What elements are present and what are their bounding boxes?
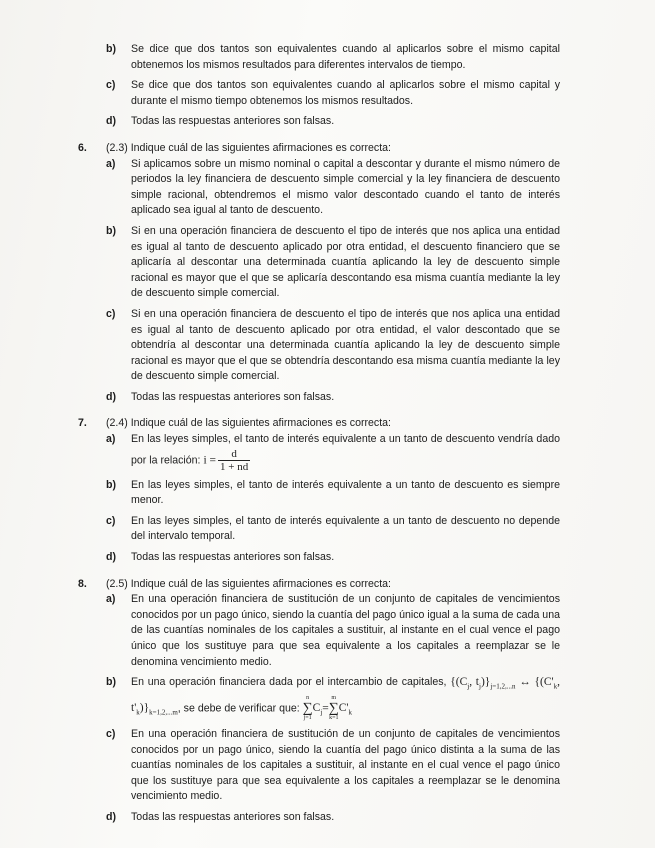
question-number: 6.: [78, 141, 87, 154]
sum2-lower: k=1: [329, 715, 339, 722]
option-text: Si aplicamos sobre un mismo nominal o capital a descontar y durante el mismo número de periodos la ley financiera de descuento simple comercial y la ley financiera de descuento simple racional, obtendremos el mismo valor descontado cuando el tanto de interés aplicado sea igual al tanto de descuento.: [131, 157, 560, 217]
set2-close: )}: [139, 702, 150, 715]
q8-option-d: [106, 810, 560, 826]
option-label: a): [106, 433, 116, 446]
question-title: (2.4) Indique cuál de las siguientes afirmaciones es correcta:: [106, 417, 392, 430]
option-text: En una operación financiera dada por el intercambio de capitales,: [131, 676, 447, 689]
option-text: En las leyes simples, el tanto de interés equivalente a un tanto de descuento vendría dado por la relación:: [131, 433, 560, 466]
q6-option-d: [106, 390, 560, 406]
option-text: Todas las respuestas anteriores son falsas.: [131, 390, 335, 403]
set1-mid: , t: [469, 676, 479, 689]
set2-sub: k: [553, 682, 558, 691]
option-text: Si en una operación financiera de descuento el tipo de interés que nos aplica una entidad es igual al tanto de descuento aplicado por otra entidad, el valor descontado que se obtendría al descontar una determinada cuantía aplicando la ley de descuento simple racional es mayor que el que se obtendría descontando esa misma cuantía mediante la ley de descuento simple comercial.: [131, 307, 560, 383]
set2-sub-t: k: [136, 708, 140, 717]
exchange-arrow: ↔: [519, 676, 531, 689]
set2-mid: , t': [131, 676, 560, 715]
equals-sign: =: [322, 702, 329, 715]
set1-sub-t: j: [479, 682, 481, 691]
set2-open: {(C': [534, 676, 554, 689]
question-title: (2.3) Indique cuál de las siguientes afirmaciones es correcta:: [106, 141, 392, 154]
verify-text: , se debe de verificar que:: [177, 702, 300, 715]
sum2-upper: m: [331, 695, 337, 702]
q7-option-b: [106, 478, 560, 509]
q6-option-b: [106, 224, 560, 302]
option-label: b): [106, 478, 116, 491]
c1-sub: j: [320, 708, 323, 717]
option-text: En las leyes simples, el tanto de interés equivalente a un tanto de descuento no depende del intervalo temporal.: [131, 514, 560, 543]
question-6: [78, 141, 560, 406]
option-text: En una operación financiera de sustitución de un conjunto de capitales de vencimientos conocidos por un pago único, siendo la cuantía del pago único distinta a la suma de las cuantías nominales de los capitales a sustituir, al instante en el cual vence el pago único que los sustituye para que sea equivalente a los capitales a reemplazar se le denomina vencimiento medio.: [131, 728, 560, 803]
question-8: [78, 577, 560, 826]
option-label: d): [106, 390, 116, 403]
option-label: b): [106, 676, 116, 689]
q5-option-b: [106, 42, 560, 73]
option-label: c): [106, 514, 116, 527]
option-label: d): [106, 115, 116, 128]
q5-option-d: [106, 114, 560, 130]
option-text: En una operación financiera de sustitución de un conjunto de capitales de vencimientos conocidos por un pago único, siendo la cuantía del pago único igual a la suma de cada una de las cuantías nominales de los capitales a sustituir, al instante en el cual vence el pago único que los sustituye para que sea equivalente a los capitales a reemplazar se le denomina vencimiento medio.: [131, 593, 560, 668]
sigma-symbol: ∑: [328, 701, 339, 717]
option-label: d): [106, 551, 116, 564]
option-label: c): [106, 728, 116, 741]
option-text: Si en una operación financiera de descuento el tipo de interés que nos aplica una entidad es igual al tanto de descuento aplicado por otra entidad, el descuento financiero que se aplicaría al descontar una determinada cuantía aplicando la ley de descuento simple racional es mayor que el que se aplicaría descontando esa misma cuantía mediante la ley de descuento simple comercial.: [131, 224, 560, 300]
sum-1: [303, 695, 313, 722]
option-label: a): [106, 593, 116, 606]
option-label: d): [106, 811, 116, 824]
q6-option-c: [106, 307, 560, 385]
option-label: a): [106, 157, 116, 170]
set1-close: )}: [480, 676, 491, 689]
formula-lhs: i =: [203, 453, 217, 466]
option-text: Todas las respuestas anteriores son falsas.: [131, 551, 335, 564]
sum1-upper: n: [306, 695, 310, 702]
term-c1: [312, 702, 323, 717]
q8-option-c: [106, 727, 560, 805]
option-label: b): [106, 43, 116, 55]
q5-option-c: [106, 78, 560, 109]
c2-sub: k: [348, 708, 352, 717]
question-7: [78, 416, 560, 565]
content: [78, 42, 560, 837]
c2: C': [338, 702, 349, 715]
q7-option-c: [106, 514, 560, 545]
set1-sub: j: [467, 682, 470, 691]
formula-numerator: d: [218, 448, 250, 461]
q6-option-a: [106, 157, 560, 219]
q8-option-b: [106, 675, 560, 722]
sum-2: [329, 695, 339, 722]
set1-open: {(C: [450, 676, 468, 689]
term-c2: [338, 702, 352, 717]
option-text: Todas las respuestas anteriores son falsas.: [131, 115, 335, 128]
q7-option-d: [106, 550, 560, 566]
q8-option-a: [106, 592, 560, 670]
option-text: Todas las respuestas anteriores son falsas.: [131, 811, 335, 824]
formula-fraction: [218, 448, 250, 473]
formula-denominator: 1 + nd: [220, 460, 249, 473]
option-label: c): [106, 307, 116, 320]
question-5-tail: [78, 42, 560, 130]
set2-index: k=1,2,...m: [149, 708, 178, 717]
sum1-lower: j=1: [303, 715, 312, 722]
set1-index: j=1,2,...n: [490, 682, 516, 691]
c1: C: [312, 702, 321, 715]
q7-option-a: [106, 432, 560, 473]
question-number: 8.: [78, 577, 87, 590]
option-label: b): [106, 224, 116, 237]
sigma-symbol: ∑: [302, 701, 313, 717]
option-text: En las leyes simples, el tanto de interés equivalente a un tanto de descuento es siempre menor.: [131, 478, 560, 507]
option-label: c): [106, 79, 116, 92]
question-number: 7.: [78, 417, 87, 430]
option-text: Se dice que dos tantos son equivalentes cuando al aplicarlos sobre el mismo capital obtenemos los mismos resultados para diferentes intervalos de tiempo.: [131, 43, 560, 71]
option-text: Se dice que dos tantos son equivalentes cuando al aplicarlos sobre el mismo capital y durante el mismo tiempo obtenemos los mismos resultados.: [131, 79, 560, 107]
capital-set-1: [450, 676, 516, 691]
question-title: (2.5) Indique cuál de las siguientes afirmaciones es correcta:: [106, 577, 392, 590]
